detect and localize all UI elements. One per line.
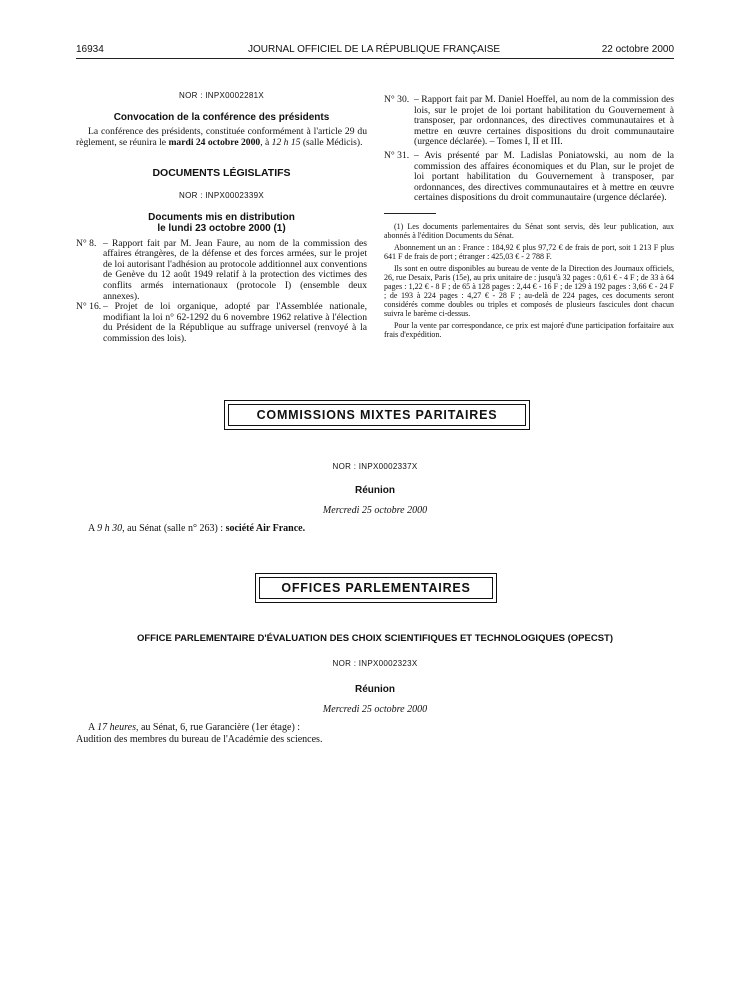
item-number: N° 30.: [384, 94, 410, 105]
section-box-title: OFFICES PARLEMENTAIRES: [259, 577, 493, 599]
nor-code: NOR : INPX0002323X: [332, 659, 418, 668]
meeting-heading: Réunion: [355, 684, 395, 695]
text: , au Sénat (salle n° 263) :: [122, 523, 226, 534]
footnote-text: Pour la vente par correspondance, ce prix est majoré d'une participation forfaitaire aux frais d'expédition.: [384, 320, 674, 339]
audition-text: Audition des membres du bureau de l'Académie des sciences.: [76, 734, 323, 745]
time: 17 heures: [97, 722, 136, 733]
section-title: DOCUMENTS LÉGISLATIFS: [152, 167, 291, 180]
meeting-date: Mercredi 25 octobre 2000: [322, 505, 428, 516]
text: La conférence des présidents, constituée conformément à l'article 29 du règlement, se réunira le: [76, 126, 367, 148]
item-text: – Rapport fait par M. Daniel Hoeffel, au nom de la commission des lois, sur le projet de loi portant habilitation du Gouvernement à transposer, par ordonnances, des directives communautaires et à mettre en œuvre certaines dispositions du droit communautaire (urgence déclarée). – Tomes I, II et III.: [414, 94, 674, 148]
office-title: OFFICE PARLEMENTAIRE D'ÉVALUATION DES CHOIX SCIENTIFIQUES ET TECHNOLOGIQUES (OPECST): [136, 633, 614, 644]
meeting-date: Mercredi 25 octobre 2000: [322, 704, 428, 715]
nor-code: NOR : INPX0002281X: [179, 91, 264, 100]
footnote-rule: [384, 213, 436, 214]
subject: société Air France.: [225, 523, 306, 534]
item-text: – Avis présenté par M. Ladislas Poniatowski, au nom de la commission des affaires économiques et du Plan, sur le projet de loi portant habilitation du Gouvernement à transposer, par ordonnances, des directives communautaires et à mettre en œuvre certaines dispositions du droit communautaire (urgence déclarée).: [414, 149, 674, 204]
time: 12 h 15: [271, 136, 301, 148]
item-text: – Rapport fait par M. Jean Faure, au nom de la commission des affaires étrangères, de la défense et des forces armées, sur le projet de loi autorisant l'adhésion au protocole additionnel aux conventions de Genève du 12 août 1949 relatif à la protection des victimes des conflits armés internationaux (protocole I) (ensemble deux annexes).: [103, 237, 367, 302]
meeting-heading: Réunion: [355, 485, 395, 496]
date: mardi 24 octobre 2000: [168, 136, 261, 148]
item-text: – Projet de loi organique, adopté par l'Assemblée nationale, modifiant la loi n° 62-1292 du 6 novembre 1962 relative à l'élection du Président de la République au suffrage universel (renvoyé à la commission des lois).: [103, 301, 367, 344]
list-item: [76, 239, 367, 303]
header-date: 22 octobre 2000: [601, 44, 674, 55]
left-column: [76, 91, 367, 345]
item-number: N° 16.: [76, 301, 102, 313]
text: A: [88, 722, 98, 733]
text: (salle Médicis).: [300, 136, 363, 148]
footnote-text: Abonnement un an : France : 184,92 € plus 97,72 € de frais de port, soit 1 213 F plus 641 F de frais de port ; étranger : 425,03 € - 2 788 F.: [384, 242, 674, 261]
journal-title: JOURNAL OFFICIEL DE LA RÉPUBLIQUE FRANÇAISE: [248, 44, 501, 55]
page-number: 16934: [76, 44, 104, 55]
distribution-title-line: le lundi 23 octobre 2000 (1): [157, 222, 286, 234]
footnote-text: Ils sont en outre disponibles au bureau de vente de la Direction des Journaux officiels, 26, rue Desaix, Paris (15e), au prix unitaire de : jusqu'à 32 pages : 0,61 € - 4 F ; de 33 à 64 pages : 1,22 € - 8 F ; de 65 à 128 pages : 2,44 € - 16 F ; de 129 à 192 pages : 3,66 € - 24 F ; de 193 à 224 pages : 4,27 € - 28 F ; au-delà de 224 pages, ces documents seront considérés comme doubles ou triples et composés de plusieurs fascicules dont chacun suivra le barème ci-dessus.: [384, 263, 674, 318]
meeting-line: [76, 722, 323, 746]
text: , au Sénat, 6, rue Garancière (1er étage) :: [135, 722, 301, 733]
footnote: [384, 222, 674, 339]
right-column: [384, 95, 674, 342]
cmp-box: [224, 400, 530, 430]
convocation-paragraph: [76, 127, 367, 148]
distribution-title-line: Documents mis en distribution: [148, 211, 295, 223]
list-item: [76, 302, 367, 344]
text: A: [88, 523, 98, 534]
section-box-title: COMMISSIONS MIXTES PARITAIRES: [228, 404, 526, 426]
distribution-title: [76, 212, 367, 234]
item-number: N° 31.: [384, 149, 410, 161]
convocation-title: Convocation de la conférence des présidents: [113, 111, 330, 123]
meeting-line-1: [88, 722, 322, 734]
offices-box: [255, 573, 497, 603]
meeting-line: [88, 523, 305, 534]
footnote-text: (1) Les documents parlementaires du Sénat sont servis, dès leur publication, aux abonnés à l'édition Documents du Sénat.: [384, 221, 674, 240]
nor-code: NOR : INPX0002339X: [179, 190, 264, 200]
list-item: [384, 95, 674, 148]
list-item: [384, 151, 674, 204]
item-number: N° 8.: [76, 237, 97, 249]
nor-code: NOR : INPX0002337X: [332, 462, 418, 471]
time: 9 h 30: [97, 523, 123, 534]
header-rule: [76, 58, 674, 59]
documents-list: [76, 239, 367, 345]
text: , à: [260, 136, 272, 148]
